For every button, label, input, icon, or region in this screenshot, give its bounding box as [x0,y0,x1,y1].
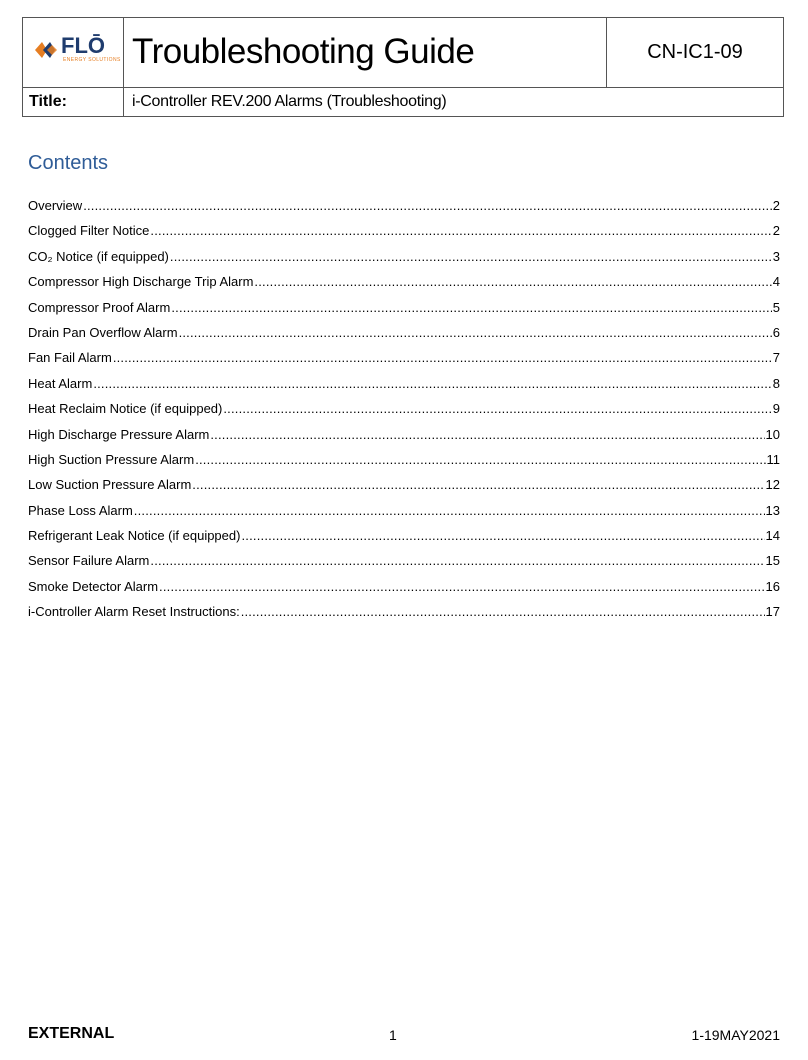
toc-entry-page[interactable]: 12 [765,477,780,493]
toc-entry-label[interactable]: Clogged Filter Notice [28,223,150,239]
toc-entry-page[interactable]: 2 [772,223,780,239]
flo-logo-icon [33,39,61,61]
toc-dot-leader [241,604,765,619]
footer-page-number: 1 [389,1027,397,1043]
toc-dot-leader [159,579,764,594]
toc-entry-page[interactable]: 14 [765,528,780,544]
toc-entry-label[interactable]: Sensor Failure Alarm [28,553,150,569]
toc-entry-page[interactable]: 9 [772,401,780,417]
toc-dot-leader [150,553,764,568]
toc-entry-label[interactable]: Compressor High Discharge Trip Alarm [28,274,254,290]
toc-entry-page[interactable]: 5 [772,299,780,315]
toc-entry-page[interactable]: 6 [772,324,780,340]
toc-entry-label[interactable]: Heat Alarm [28,375,93,391]
toc-entry-label[interactable]: Heat Reclaim Notice (if equipped) [28,401,223,417]
toc-entry[interactable] [28,528,780,553]
toc-dot-leader [179,325,772,340]
toc-entry-page[interactable]: 3 [772,248,780,264]
toc-entry-label[interactable]: Compressor Proof Alarm [28,299,171,315]
toc-entry[interactable] [28,274,780,299]
toc-entry-label[interactable]: High Suction Pressure Alarm [28,451,195,467]
toc-entry-label[interactable]: Phase Loss Alarm [28,502,133,518]
toc-dot-leader [241,528,764,543]
toc-entry[interactable] [28,452,780,477]
toc-entry[interactable] [28,503,780,528]
toc-entry-label[interactable]: Drain Pan Overflow Alarm [28,324,178,340]
document-subtitle: i-Controller REV.200 Alarms (Troubleshooting) [124,87,784,116]
toc-dot-leader [192,477,764,492]
toc-entry[interactable] [28,401,780,426]
toc-dot-leader [195,452,765,467]
toc-entry-label[interactable]: Low Suction Pressure Alarm [28,477,192,493]
toc-dot-leader [171,300,771,315]
toc-entry[interactable] [28,223,780,248]
toc-entry[interactable] [28,325,780,350]
document-title: Troubleshooting Guide [124,18,607,88]
toc-entry-label[interactable]: i-Controller Alarm Reset Instructions: [28,604,240,620]
toc-entry[interactable] [28,350,780,375]
logo-cell [23,18,124,88]
toc-entry-page[interactable]: 11 [766,451,780,467]
toc-dot-leader [210,427,764,442]
toc-entry-page[interactable]: 16 [765,578,780,594]
toc-entry[interactable] [28,249,780,274]
logo-tagline: ENERGY SOLUTIONS [63,56,121,63]
toc-entry-label[interactable]: Overview [28,198,83,213]
toc-entry[interactable] [28,198,780,223]
toc-entry[interactable] [28,376,780,401]
toc-entry[interactable] [28,553,780,578]
toc-dot-leader [170,249,772,264]
toc-entry-page[interactable]: 7 [772,350,780,366]
toc-entry-page[interactable]: 2 [772,198,780,213]
toc-entry[interactable] [28,604,780,629]
toc-dot-leader [93,376,771,391]
toc-entry-page[interactable]: 13 [765,502,780,518]
toc-dot-leader [150,223,771,238]
toc-entry[interactable] [28,477,780,502]
toc-entry-label[interactable]: High Discharge Pressure Alarm [28,426,210,442]
footer-classification: EXTERNAL [28,1025,115,1042]
document-header [22,17,784,117]
toc-dot-leader [254,274,771,289]
toc-dot-leader [223,401,771,416]
toc-dot-leader [83,198,772,213]
toc-entry[interactable] [28,579,780,604]
toc-entry-page[interactable]: 15 [765,553,780,569]
toc-entry-label[interactable]: Smoke Detector Alarm [28,578,159,594]
logo-wordmark: FLŌ [61,32,105,58]
toc-entry-label[interactable]: Fan Fail Alarm [28,350,112,366]
toc-entry-label[interactable]: CO₂ Notice (if equipped) [28,248,169,264]
toc-dot-leader [113,350,772,365]
toc-entry[interactable] [28,300,780,325]
footer-revision: 1-19MAY2021 [691,1027,780,1043]
toc-entry-page[interactable]: 4 [772,274,780,290]
document-code: CN-IC1-09 [607,18,784,88]
toc-entry-page[interactable]: 10 [765,426,780,442]
toc-entry-page[interactable]: 8 [772,375,780,391]
toc-entry-label[interactable]: Refrigerant Leak Notice (if equipped) [28,528,241,544]
toc-dot-leader [134,503,765,518]
toc-entry-page[interactable]: 17 [765,604,780,620]
contents-heading: Contents [28,152,109,174]
title-label: Title: [23,87,124,116]
toc-entry[interactable] [28,427,780,452]
table-of-contents [28,198,780,630]
flo-logo [33,32,121,67]
